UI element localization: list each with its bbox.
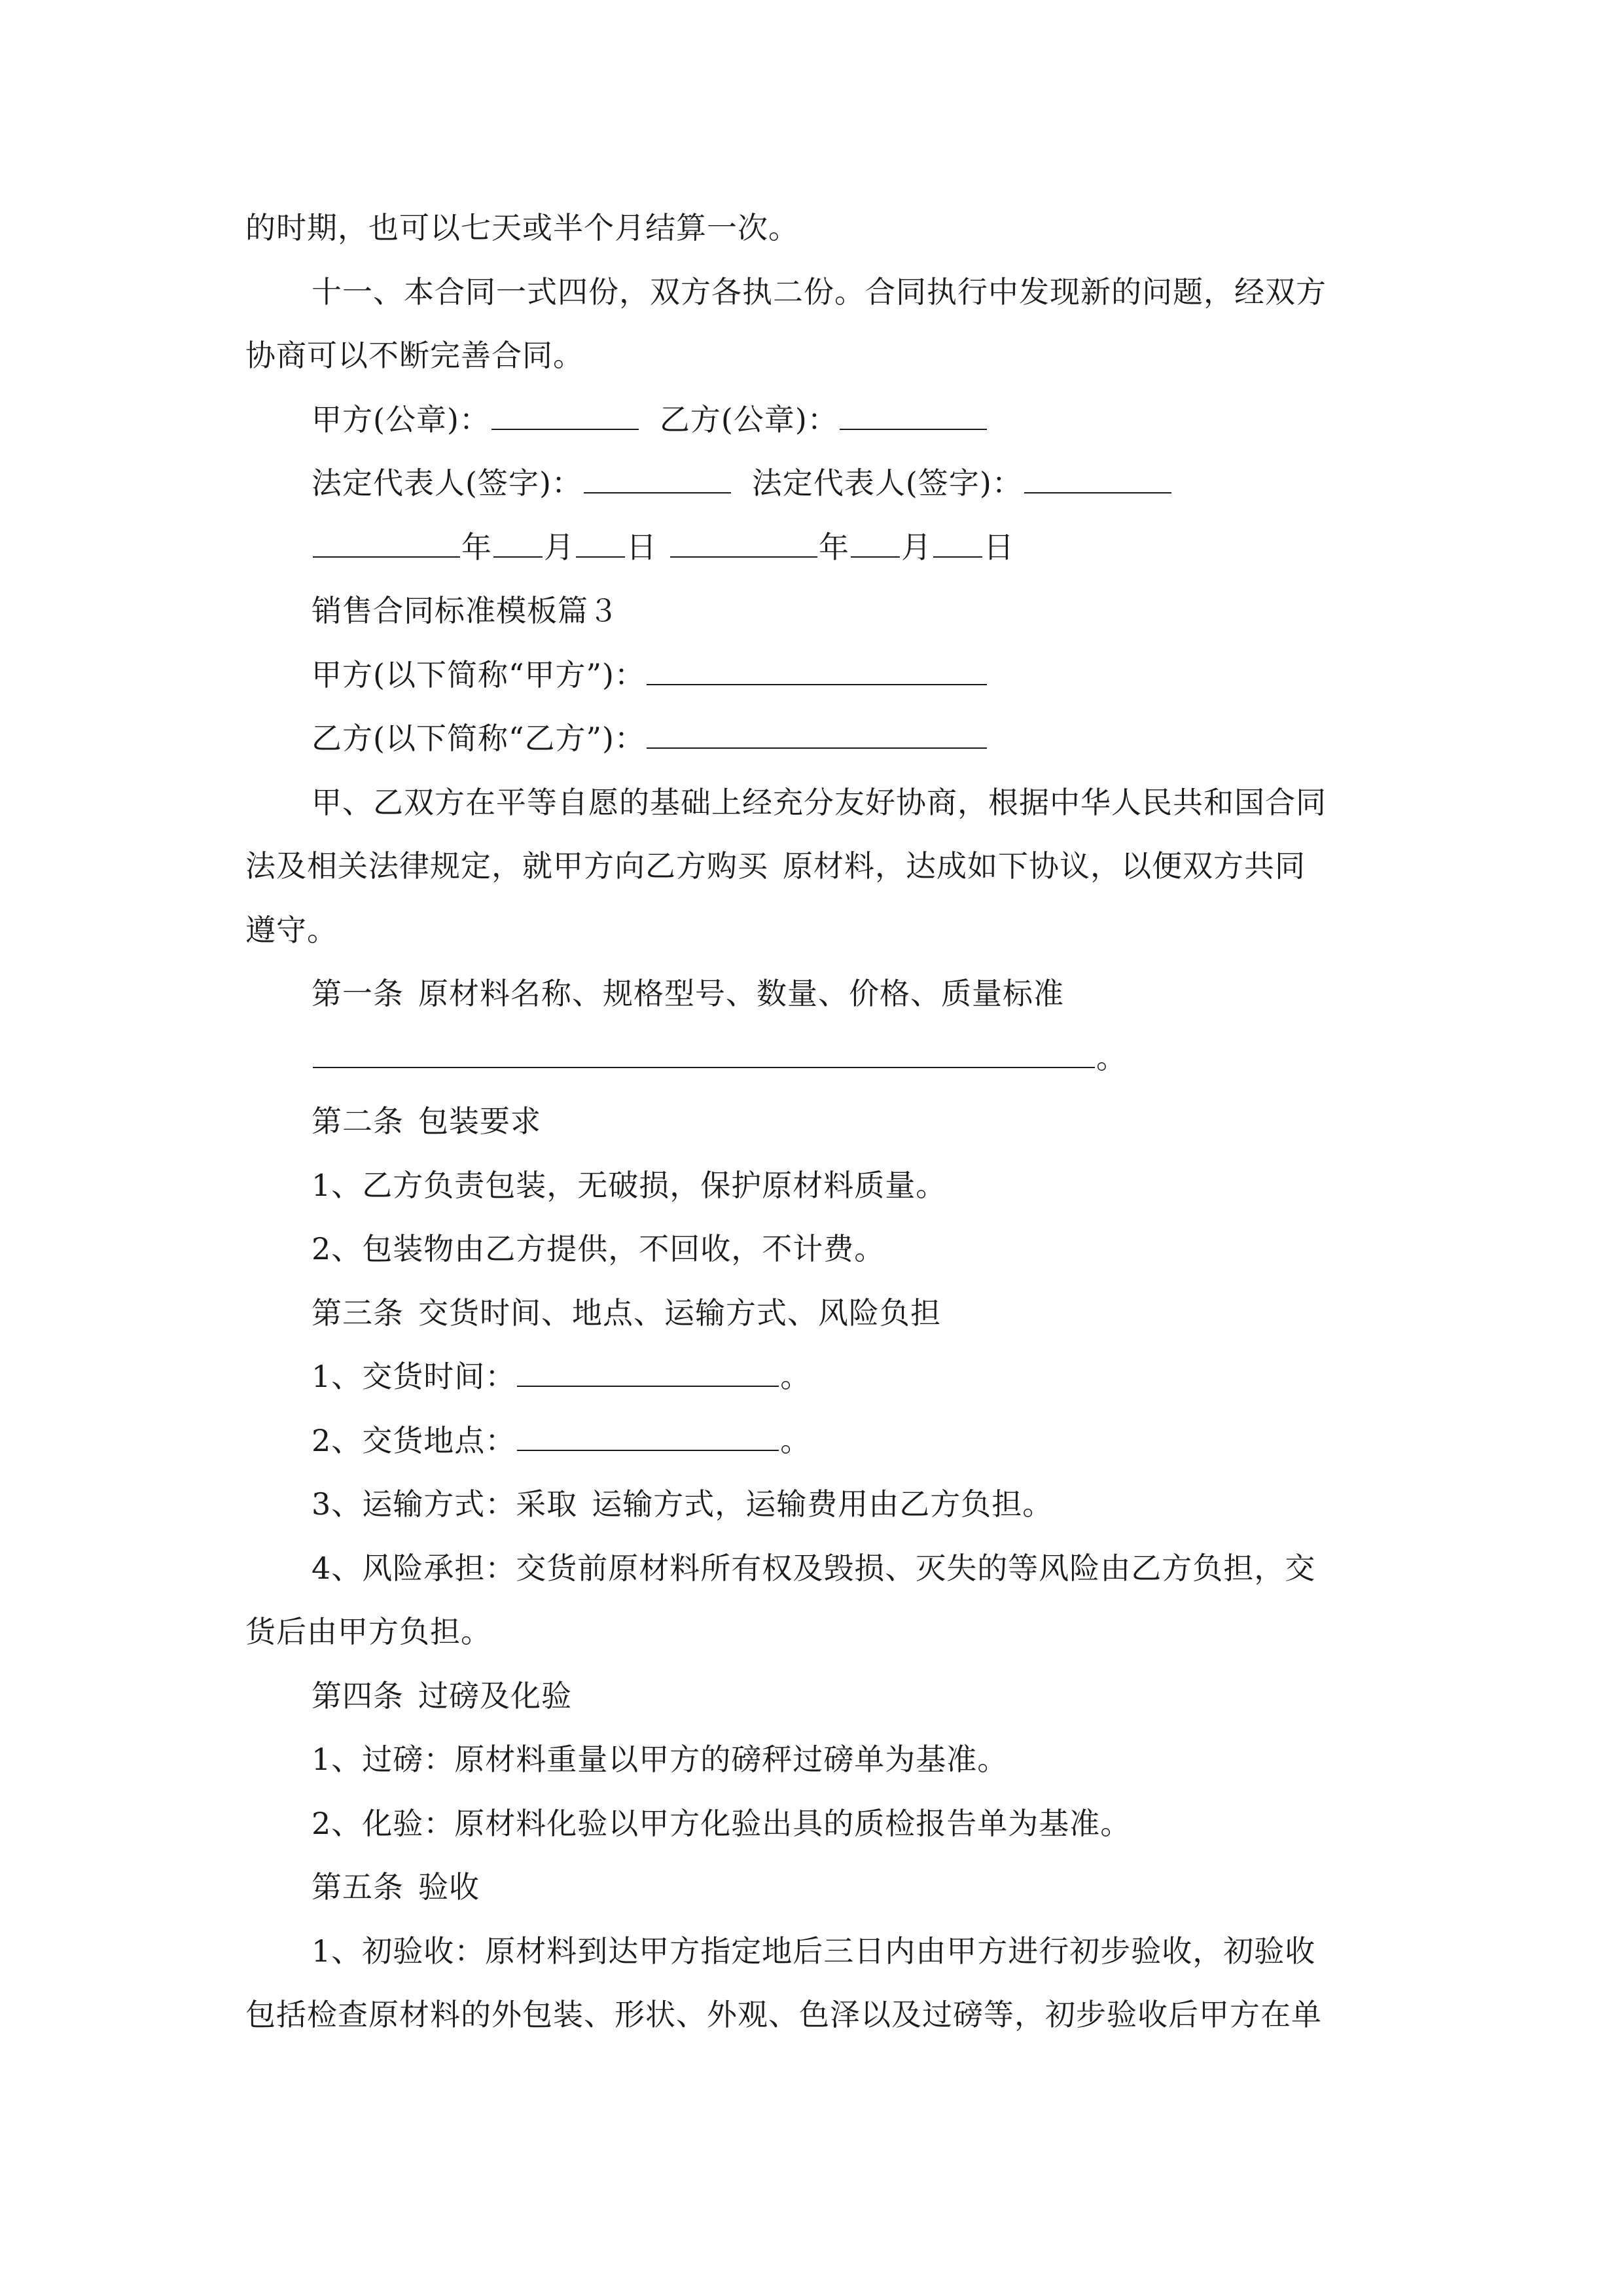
party-b-seal-label: 乙方(公章)： (659, 401, 838, 437)
month-blank (493, 530, 543, 558)
delivery-time-label: 1、交货时间： (312, 1359, 516, 1394)
paragraph-line: 协商可以不断完善合同。 (245, 338, 584, 373)
article-one-blank-line (245, 1026, 1378, 1090)
article-one-blank (313, 1041, 1095, 1068)
preamble-part: 原材料，达成如下协议，以便双方共同 (783, 848, 1306, 884)
party-b-blank (647, 721, 987, 749)
risk-line: 货后由甲方负担。 (245, 1614, 491, 1649)
party-a-line (245, 643, 1378, 708)
month-blank (851, 530, 900, 558)
article-item: 2、包装物由乙方提供，不回收，不计费。 (312, 1231, 885, 1266)
article-number: 第四条 (312, 1677, 404, 1713)
month-label: 月 (901, 529, 932, 565)
month-label: 月 (544, 529, 575, 565)
seal-line (245, 388, 1378, 452)
year-label: 年 (461, 529, 492, 565)
preamble-line: 甲、乙双方在平等自愿的基础上经充分友好协商，根据中华人民共和国合同 (312, 784, 1327, 820)
article-title: 验收 (418, 1869, 480, 1905)
clause-eleven: 十一、本合同一式四份，双方各执二份。合同执行中发现新的问题，经双方 (312, 274, 1327, 310)
transport-part: 运输方式，运输费用由乙方负担。 (592, 1486, 1054, 1522)
paragraph-line: 的时期，也可以七天或半个月结算一次。 (245, 210, 799, 245)
period: 。 (780, 1359, 812, 1394)
inspection-line: 包括检查原材料的外包装、形状、外观、色泽以及过磅等，初步验收后甲方在单 (245, 1997, 1322, 2032)
article-two-title (245, 1090, 1378, 1154)
party-b-label: 乙方(以下简称“乙方”)： (312, 721, 645, 756)
article-five-title (245, 1856, 1378, 1920)
article-title: 原材料名称、规格型号、数量、价格、质量标准 (418, 976, 1064, 1011)
year-blank (313, 530, 460, 558)
year-label: 年 (819, 529, 849, 565)
party-b-rep-label: 法定代表人(签字)： (751, 465, 1023, 501)
article-number: 第三条 (312, 1295, 404, 1331)
article-number: 第五条 (312, 1869, 404, 1905)
party-a-rep-blank (584, 466, 731, 493)
transport-line (245, 1473, 1378, 1537)
party-b-seal-blank (840, 403, 987, 430)
article-number: 第一条 (312, 976, 404, 1011)
article-item: 1、过磅：原材料重量以甲方的磅秤过磅单为基准。 (312, 1742, 1008, 1777)
document-body (245, 196, 1378, 2047)
day-label: 日 (984, 529, 1014, 565)
representative-line (245, 452, 1378, 516)
preamble-line (245, 834, 1378, 899)
delivery-place-blank (517, 1424, 779, 1451)
party-a-seal-label: 甲方(公章)： (312, 401, 490, 437)
article-one-title (245, 962, 1378, 1026)
delivery-place-line (245, 1409, 1378, 1473)
inspection-line: 1、初验收：原材料到达甲方指定地后三日内由甲方进行初步验收，初验收 (312, 1933, 1316, 1969)
day-label: 日 (626, 529, 657, 565)
article-number: 第二条 (312, 1103, 404, 1139)
article-title: 交货时间、地点、运输方式、风险负担 (418, 1295, 941, 1331)
article-four-title (245, 1664, 1378, 1729)
article-item: 1、乙方负责包装，无破损，保护原材料质量。 (312, 1167, 947, 1203)
party-a-label: 甲方(以下简称“甲方”)： (312, 656, 645, 692)
party-a-seal-blank (491, 403, 639, 430)
party-a-blank (647, 658, 987, 685)
date-line (245, 516, 1378, 580)
preamble-part: 法及相关法律规定，就甲方向乙方购买 (245, 848, 768, 884)
delivery-time-blank (517, 1359, 779, 1387)
article-item: 2、化验：原材料化验以甲方化验出具的质检报告单为基准。 (312, 1805, 1132, 1841)
article-three-title (245, 1282, 1378, 1346)
day-blank (576, 530, 625, 558)
period: 。 (780, 1422, 812, 1458)
day-blank (933, 530, 982, 558)
preamble-line: 遵守。 (245, 912, 338, 948)
party-b-line (245, 707, 1378, 771)
section-heading: 销售合同标准模板篇３ (312, 593, 619, 628)
party-a-rep-label: 法定代表人(签字)： (312, 465, 582, 501)
article-title: 过磅及化验 (418, 1677, 572, 1713)
transport-part: 3、运输方式：采取 (312, 1486, 578, 1522)
risk-line: 4、风险承担：交货前原材料所有权及毁损、灭失的等风险由乙方负担，交 (312, 1550, 1316, 1586)
article-title: 包装要求 (418, 1103, 541, 1139)
year-blank (670, 530, 817, 558)
party-b-rep-blank (1024, 466, 1171, 493)
delivery-place-label: 2、交货地点： (312, 1422, 516, 1458)
period: 。 (1096, 1039, 1127, 1075)
delivery-time-line (245, 1345, 1378, 1409)
